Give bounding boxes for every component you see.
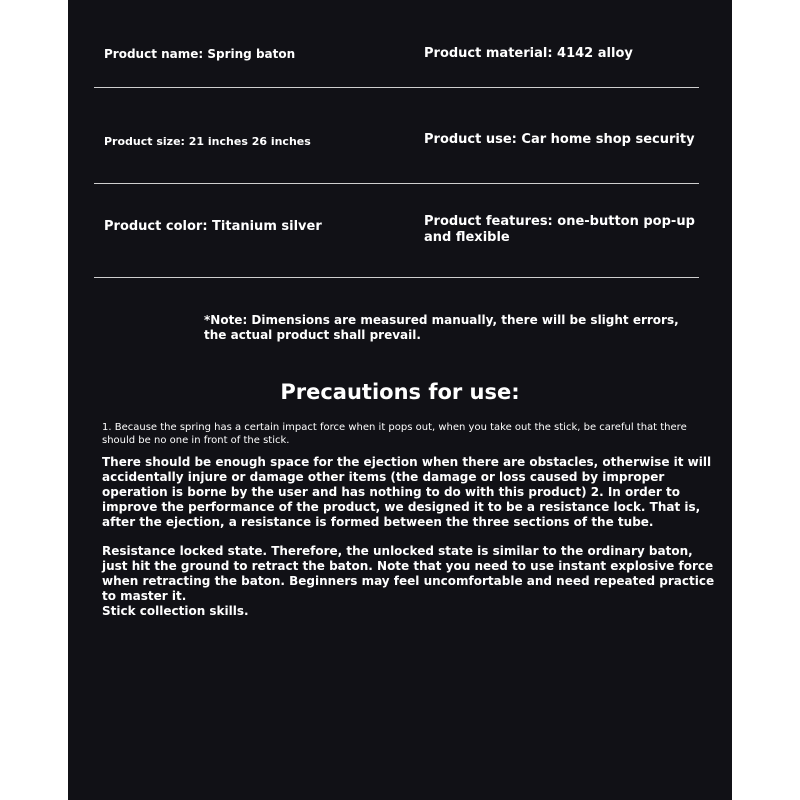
divider-3 (94, 277, 699, 278)
product-name: Product name: Spring baton (104, 47, 296, 61)
product-features: Product features: one-button pop-up and flexible (424, 214, 695, 245)
precautions-heading: Precautions for use: (280, 380, 520, 404)
product-size: Product size: 21 inches 26 inches (104, 135, 311, 148)
precaution-paragraph-2: Resistance locked state. Therefore, the unlocked state is similar to the ordinary baton, just hit the ground to retract the baton. Note that you need to use instant explosive force when retracting the baton. Beginners may feel uncomfortable and need repeated practice to master it. (102, 544, 715, 603)
divider-2 (94, 183, 699, 184)
product-color: Product color: Titanium silver (104, 219, 322, 234)
product-info-panel (68, 0, 732, 800)
precaution-paragraph-3: Stick collection skills. (102, 604, 249, 618)
divider-1 (94, 87, 699, 88)
dimension-note: *Note: Dimensions are measured manually, there will be slight errors, the actual product shall prevail. (204, 313, 679, 342)
precaution-item-1: 1. Because the spring has a certain impact force when it pops out, when you take out the stick, be careful that there should be no one in front of the stick. (102, 422, 687, 446)
product-use: Product use: Car home shop security (424, 132, 695, 147)
product-material: Product material: 4142 alloy (424, 46, 633, 61)
precaution-paragraph-1: There should be enough space for the ejection when there are obstacles, otherwise it will accidentally injure or damage other items (the damage or loss caused by improper operation is borne by the user and has nothing to do with this product) 2. In order to improve the performance of the product, we designed it to be a resistance lock. That is, after the ejection, a resistance is formed between the three sections of the tube. (102, 455, 712, 529)
